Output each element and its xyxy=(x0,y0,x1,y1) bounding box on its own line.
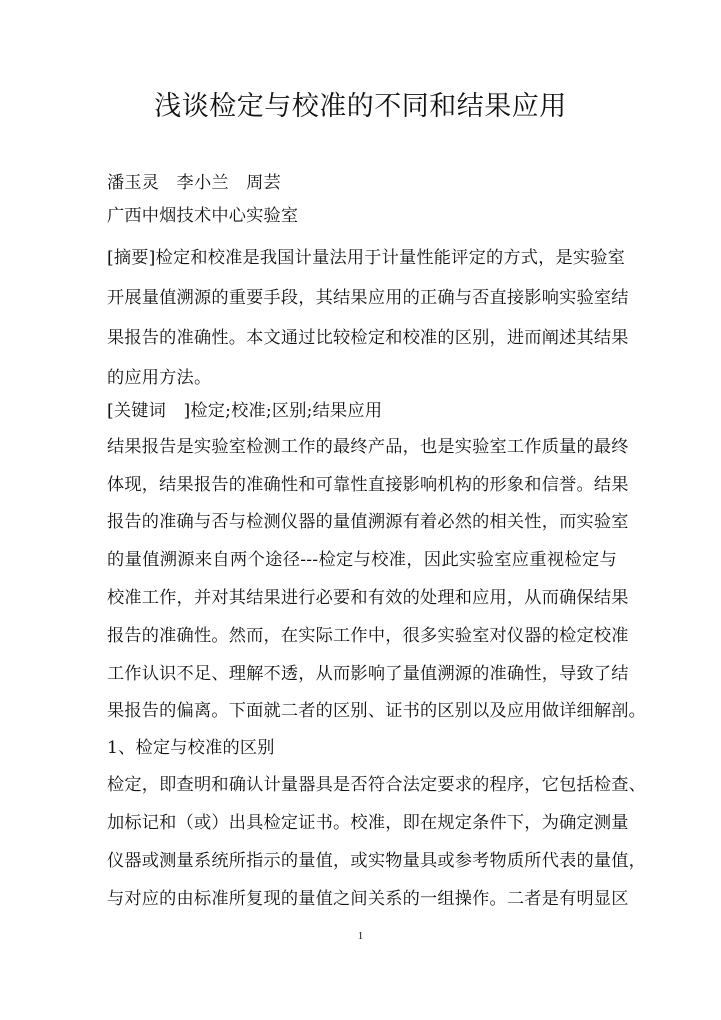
body-line: 结果报告是实验室检测工作的最终产品，也是实验室工作质量的最终 xyxy=(107,437,629,457)
body-line: 果报告的偏离。下面就二者的区别、证书的区别以及应用做详细解剖。 xyxy=(107,701,647,721)
body-line: 的量值溯源来自两个途径---检定与校准，因此实验室应重视检定与 xyxy=(107,550,617,570)
body-line: 校准工作，并对其结果进行必要和有效的处理和应用，从而确保结果 xyxy=(107,588,629,608)
section-heading: 1、检定与校准的区别 xyxy=(107,738,275,758)
body-line: 检定，即查明和确认计量器具是否符合法定要求的程序，它包括检查、 xyxy=(107,775,647,795)
body-line: 工作认识不足、理解不透，从而影响了量值溯源的准确性，导致了结 xyxy=(107,664,629,684)
keywords-line: [关键词 ]检定;校准;区别;结果应用 xyxy=(107,401,383,421)
body-line: 报告的准确性。然而，在实际工作中，很多实验室对仪器的检定校准 xyxy=(107,626,629,646)
body-line: 与对应的由标准所复现的量值之间关系的一组操作。二者是有明显区 xyxy=(107,889,629,909)
affiliation: 广西中烟技术中心实验室 xyxy=(107,206,299,226)
authors: 潘玉灵 李小兰 周芸 xyxy=(107,173,281,193)
body-line: 仪器或测量系统所指示的量值，或实物量具或参考物质所代表的量值， xyxy=(107,851,647,871)
body-line: 报告的准确与否与检测仪器的量值溯源有着必然的相关性，而实验室 xyxy=(107,512,629,532)
body-line: 体现，结果报告的准确性和可靠性直接影响机构的形象和信誉。结果 xyxy=(107,475,629,495)
document-title: 浅谈检定与校准的不同和结果应用 xyxy=(154,91,567,122)
abstract-line: 开展量值溯源的重要手段，其结果应用的正确与否直接影响实验室结 xyxy=(107,288,629,308)
page-number: 1 xyxy=(357,930,364,942)
body-line: 加标记和（或）出具检定证书。校准，即在规定条件下，为确定测量 xyxy=(107,813,629,833)
abstract-line: 的应用方法。 xyxy=(107,368,212,388)
abstract-line: [摘要]检定和校准是我国计量法用于计量性能评定的方式，是实验室 xyxy=(107,248,626,268)
abstract-line: 果报告的准确性。本文通过比较检定和校准的区别，进而阐述其结果 xyxy=(107,328,629,348)
